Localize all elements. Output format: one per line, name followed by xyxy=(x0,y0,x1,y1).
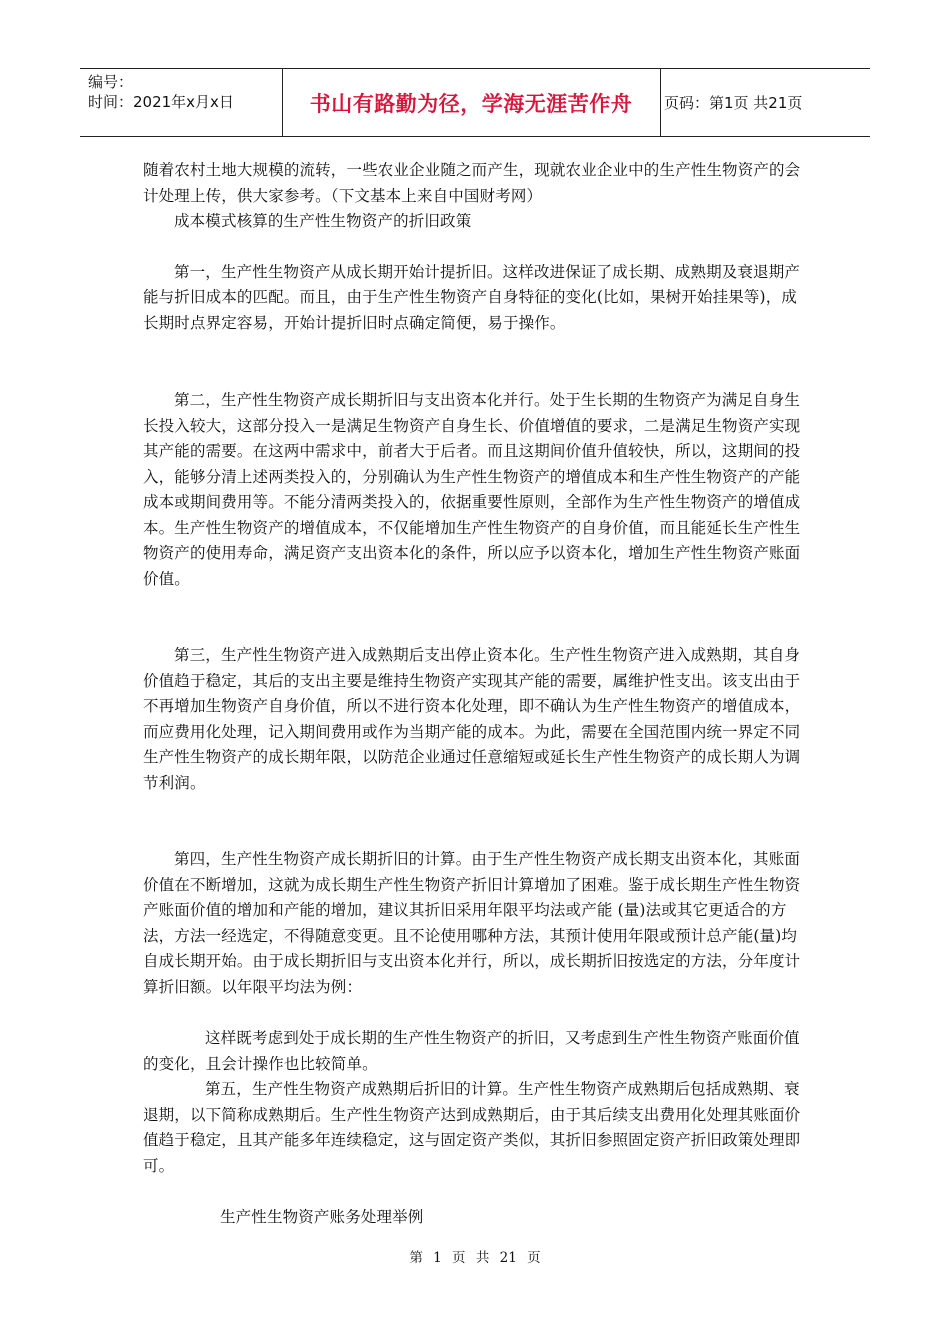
header-divider xyxy=(660,69,661,136)
header-meta xyxy=(88,72,234,112)
intro-paragraph: 随着农村土地大规模的流转，一些农业企业随之而产生，现就农业企业中的生产性生物资产的会计处理上传，供大家参考。（下文基本上来自中国财考网） xyxy=(143,161,801,205)
header-motto: 书山有路勤为径，学海无涯苦作舟 xyxy=(309,91,633,116)
paragraph-3: 第三，生产性生物资产进入成熟期后支出停止资本化。生产性生物资产进入成熟期，其自身价值趋于稳定，其后的支出主要是维持生物资产实现其产能的需要，属维护性支出。该支出由于不再增加生物资产自身价值，所以不进行资本化处理，即不确认为生产性生物资产的增值成本，而应费用化处理，记入期间费用或作为当期产能的成本。为此，需要在全国范围内统一界定不同生产性生物资产的成长期年限，以防范企业通过任意缩短或延长生产性生物资产的成长期人为调节利润。 xyxy=(143,646,801,792)
page-header xyxy=(80,68,870,137)
paragraph-4: 第四，生产性生物资产成长期折旧的计算。由于生产性生物资产成长期支出资本化，其账面价值在不断增加，这就为成长期生产性生物资产折旧计算增加了困难。鉴于成长期生产性生物资产账面价值的增加和产能的增加，建议其折旧采用年限平均法或产能 (量)法或其它更适合的方法，方法一经选定，不得随意变更。且不论使用哪种方法，其预计使用年限或预计总产能(量)均自成长期开始。由于成长期折旧与支出资本化并行，所以，成长期折旧按选定的方法，分年度计算折旧额。以年限平均法为例： xyxy=(143,850,801,996)
paragraph-2: 第二，生产性生物资产成长期折旧与支出资本化并行。处于生长期的生物资产为满足自身生长投入较大，这部分投入一是满足生物资产自身生长、价值增值的要求，二是满足生物资产实现其产能的需要。在这两中需求中，前者大于后者。而且这期间价值升值较快，所以，这期间的投入，能够分清上述两类投入的，分别确认为生产性生物资产的增值成本和生产性生物资产的产能成本或期间费用等。不能分清两类投入的，依据重要性原则，全部作为生产性生物资产的增值成本。生产性生物资产的增值成本，不仅能增加生产性生物资产的自身价值，而且能延长生产性生物资产的使用寿命，满足资产支出资本化的条件，所以应予以资本化，增加生产性生物资产账面价值。 xyxy=(143,391,801,588)
header-page-label: 页码：第1页 共21页 xyxy=(664,94,803,112)
paragraph-5: 这样既考虑到处于成长期的生产性生物资产的折旧，又考虑到生产性生物资产账面价值的变化，且会计操作也比较简单。 xyxy=(143,1029,800,1073)
section-title: 成本模式核算的生产性生物资产的折旧政策 xyxy=(174,212,472,230)
page-footer: 第 1 页 共 21 页 xyxy=(409,1250,541,1266)
number-label: 编号： xyxy=(88,73,134,91)
paragraph-6: 第五，生产性生物资产成熟期后折旧的计算。生产性生物资产成熟期后包括成熟期、衰退期，以下简称成熟期后。生产性生物资产达到成熟期后，由于其后续支出费用化处理其账面价值趋于稳定，且其产能多年连续稳定，这与固定资产类似，其折旧参照固定资产折旧政策处理即可。 xyxy=(143,1080,801,1175)
time-label: 时间：2021年x月x日 xyxy=(88,93,234,111)
document-body xyxy=(143,158,810,1231)
paragraph-1: 第一，生产性生物资产从成长期开始计提折旧。这样改进保证了成长期、成熟期及衰退期产能与折旧成本的匹配。而且，由于生产性生物资产自身特征的变化(比如，果树开始挂果等)，成长期时点界定容易，开始计提折旧时点确定简便，易于操作。 xyxy=(143,262,801,332)
subheading: 生产性生物资产账务处理举例 xyxy=(220,1208,424,1226)
